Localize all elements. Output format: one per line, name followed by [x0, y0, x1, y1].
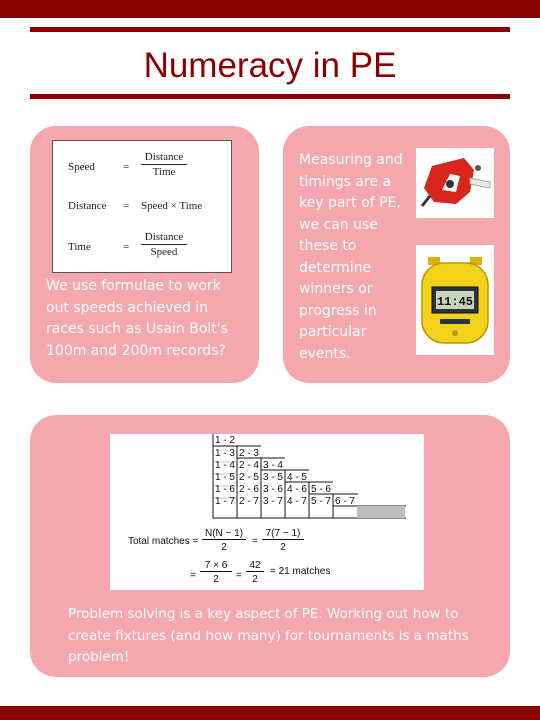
general-denominator: 2: [221, 542, 227, 553]
top-banner-bar: [0, 0, 540, 18]
calc-denominator: 2: [213, 574, 219, 585]
fixture-cell: 3 - 4: [262, 460, 283, 471]
equals-sign: =: [236, 570, 242, 581]
formula-lhs: Time: [68, 241, 91, 253]
fixture-cell: 3 - 5: [262, 472, 283, 483]
formula-fraction: [141, 231, 187, 258]
measuring-caption: Measuring and timings are a key part of PE, we can use these to determine winners or progress in particular events.: [299, 152, 403, 362]
formula-denominator: Speed: [150, 246, 178, 258]
fixture-cell: 5 - 6: [310, 484, 331, 495]
formula-equals: =: [123, 241, 130, 253]
formula-lhs: Distance: [68, 200, 107, 212]
formula-numerator: Distance: [141, 151, 187, 165]
result-numerator: 42: [246, 560, 264, 572]
fixture-cell: 5 - 7: [310, 496, 331, 507]
title-rule-bottom: [30, 94, 510, 99]
substituted-denominator: 2: [280, 542, 286, 553]
fixture-cell: 3 - 6: [262, 484, 283, 495]
fixtures-diagram: [110, 434, 424, 590]
speed-formula-card: [52, 140, 232, 273]
equals-sign: =: [252, 536, 258, 547]
fixture-cell: 1 - 4: [214, 460, 235, 471]
formula-fraction: [141, 151, 187, 178]
formula-numerator: Distance: [141, 231, 187, 245]
speed-formula: [53, 151, 231, 185]
fixture-cell: 2 - 3: [238, 448, 259, 459]
formula-lhs: Speed: [68, 161, 95, 173]
stopwatch-icon: [416, 245, 494, 355]
fixture-cell: 3 - 7: [262, 496, 283, 507]
fixture-cell: 4 - 7: [286, 496, 307, 507]
equals-sign: =: [190, 570, 196, 581]
fixtures-grid-lines: [110, 434, 424, 590]
fixture-cell: 2 - 6: [238, 484, 259, 495]
formula-equals: =: [123, 200, 130, 212]
total-matches-label: Total matches =: [128, 536, 199, 547]
formula-caption: We use formulae to work out speeds achieved in races such as Usain Bolt's 100m and 200m records?: [46, 278, 228, 359]
stopwatch-image: [416, 245, 494, 355]
fixture-cell: 6 - 7: [334, 496, 355, 507]
fixture-cell: 1 - 7: [214, 496, 235, 507]
time-formula: [53, 231, 231, 265]
formula-equals: =: [123, 161, 130, 173]
fixture-cell: 1 - 2: [214, 435, 235, 446]
matches-result: = 21 matches: [270, 566, 331, 577]
fixture-cell: 2 - 5: [238, 472, 259, 483]
measuring-tape-image: [416, 148, 494, 218]
stopwatch-readout: 11:45: [436, 295, 474, 309]
calc-numerator: 7 × 6: [200, 560, 232, 572]
page-title: Numeracy in PE: [143, 46, 397, 85]
fixture-cell: 1 - 5: [214, 472, 235, 483]
fixture-cell: 2 - 7: [238, 496, 259, 507]
formula-denominator: Time: [152, 166, 176, 178]
fixture-cell: 2 - 4: [238, 460, 259, 471]
result-denominator: 2: [252, 574, 258, 585]
fixture-cell: 1 - 6: [214, 484, 235, 495]
formula-product: Speed × Time: [141, 200, 203, 212]
fixtures-caption: Problem solving is a key aspect of PE. Working out how to create fixtures (and how many) for tournaments is a maths problem!: [68, 606, 469, 665]
distance-formula: [53, 193, 231, 227]
title-rule-top: [30, 27, 510, 32]
measuring-tape-icon: [416, 148, 494, 218]
bottom-banner-bar: [0, 706, 540, 720]
fixture-cell: 4 - 5: [286, 472, 307, 483]
substituted-numerator: 7(7 − 1): [262, 528, 304, 540]
fixture-cell: 1 - 3: [214, 448, 235, 459]
fixture-cell: 4 - 6: [286, 484, 307, 495]
general-numerator: N(N − 1): [202, 528, 246, 540]
